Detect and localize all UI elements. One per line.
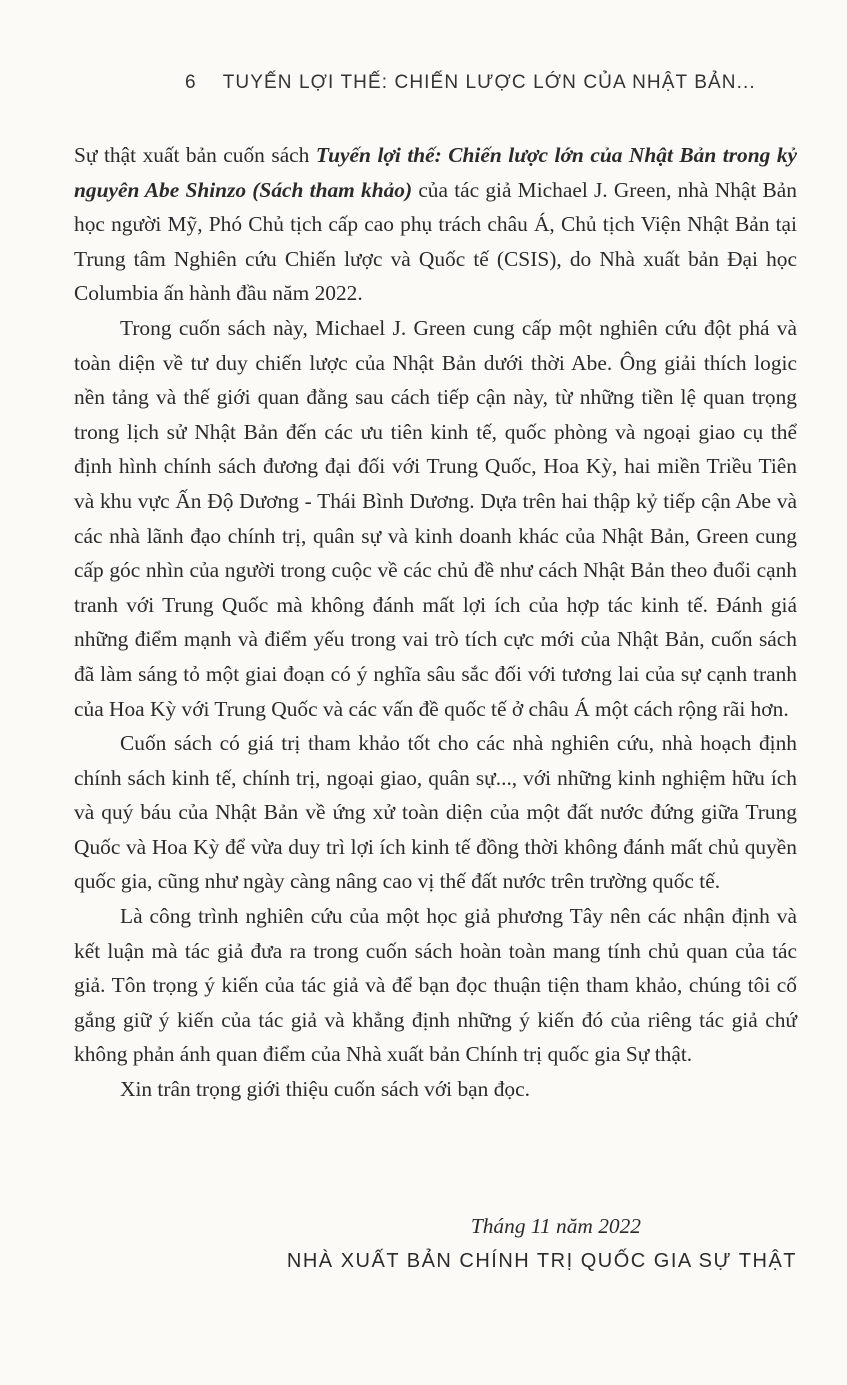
paragraph-summary: Trong cuốn sách này, Michael J. Green cung cấp một nghiên cứu đột phá và toàn diện về tư duy chiến lược của Nhật Bản dưới thời Abe. Ông giải thích logic nền tảng và thế giới quan đằng sau cách tiếp cận này, từ những tiền lệ quan trọng trong lịch sử Nhật Bản đến các ưu tiên kinh tế, quốc phòng và ngoại giao cụ thể định hình chính sách đương đại đối với Trung Quốc, Hoa Kỳ, hai miền Triều Tiên và khu vực Ấn Độ Dương - Thái Bình Dương. Dựa trên hai thập kỷ tiếp cận Abe và các nhà lãnh đạo chính trị, quân sự và kinh doanh khác của Nhật Bản, Green cung cấp góc nhìn của người trong cuộc về các chủ đề như cách Nhật Bản theo đuổi cạnh tranh với Trung Quốc mà không đánh mất lợi ích của hợp tác kinh tế. Đánh giá những điểm mạnh và điểm yếu trong vai trò tích cực mới của Nhật Bản, cuốn sách đã làm sáng tỏ một giai đoạn có ý nghĩa sâu sắc đối với tương lai của sự cạnh tranh của Hoa Kỳ với Trung Quốc và các vấn đề quốc tế ở châu Á một cách rộng rãi hơn.	[74, 315, 797, 721]
paragraph-value: Cuốn sách có giá trị tham khảo tốt cho các nhà nghiên cứu, nhà hoạch định chính sách kinh tế, chính trị, ngoại giao, quân sự..., với những kinh nghiệm hữu ích và quý báu của Nhật Bản về ứng xử toàn diện của một đất nước đứng giữa Trung Quốc và Hoa Kỳ để vừa duy trì lợi ích kinh tế đồng thời không đánh mất chủ quyền quốc gia, cũng như ngày càng nâng cao vị thế đất nước trên trường quốc tế.	[74, 731, 797, 894]
paragraph-closing: Xin trân trọng giới thiệu cuốn sách với bạn đọc.	[120, 1077, 530, 1102]
signature-publisher: NHÀ XUẤT BẢN CHÍNH TRỊ QUỐC GIA SỰ THẬT	[286, 1250, 797, 1272]
paragraph-disclaimer: Là công trình nghiên cứu của một học giả phương Tây nên các nhận định và kết luận mà tác giả đưa ra trong cuốn sách hoàn toàn mang tính chủ quan của tác giả. Tôn trọng ý kiến của tác giả và để bạn đọc thuận tiện tham khảo, chúng tôi cố gắng giữ ý kiến của tác giả và khẳng định những ý kiến đó của riêng tác giả chứ không phản ánh quan điểm của Nhà xuất bản Chính trị quốc gia Sự thật.	[74, 904, 797, 1067]
body-text	[74, 138, 797, 1107]
signature-block	[287, 1210, 797, 1276]
page-number: 6	[185, 72, 197, 93]
running-title: TUYẾN LỢI THẾ: CHIẾN LƯỢC LỚN CỦA NHẬT BẢN...	[222, 72, 756, 93]
running-header	[185, 72, 756, 94]
paragraph-intro-rest: của tác giả Michael J. Green, nhà Nhật Bản học người Mỹ, Phó Chủ tịch cấp cao phụ trách châu Á, Chủ tịch Viện Nhật Bản tại Trung tâm Nghiên cứu Chiến lược và Quốc tế (CSIS), do Nhà xuất bản Đại học Columbia ấn hành đầu năm 2022.	[74, 177, 797, 306]
signature-date: Tháng 11 năm 2022	[470, 1214, 641, 1238]
book-title: Tuyến lợi thế: Chiến lược lớn của Nhật Bản trong kỷ nguyên Abe Shinzo (Sách tham khảo)	[74, 143, 798, 202]
paragraph-intro-lead: Sự thật xuất bản cuốn sách	[74, 143, 316, 167]
paragraph-intro	[74, 138, 797, 311]
